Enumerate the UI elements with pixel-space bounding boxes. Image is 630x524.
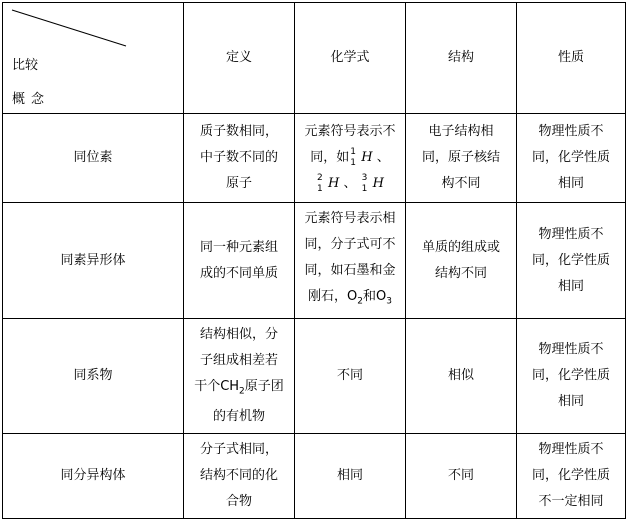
header-property: 性质 xyxy=(557,50,584,65)
cell-property: 物理性质不 同，化学性质 相同 xyxy=(531,124,610,191)
grid-line xyxy=(2,518,626,519)
grid-line xyxy=(625,2,626,519)
header-structure: 结构 xyxy=(447,50,474,65)
corner-label-concept: 概念 xyxy=(12,92,51,107)
cell-definition: 质子数相同， 中子数不同的 原子 xyxy=(199,124,278,191)
cell-definition: 分子式相同， 结构不同的化 合物 xyxy=(199,442,278,509)
row-name-isotope: 同位素 xyxy=(73,150,113,165)
cell-formula: 元素符号表示相 同，分子式可不 同，如石墨和金 刚石，$O_2$和$O_3$ xyxy=(304,211,396,307)
cell-formula: 元素符号表示不 同，如 1 1 H 、 2 1 H 、 3 1 H xyxy=(304,124,396,194)
cell-structure: 电子结构相 同，原子核结 构不同 xyxy=(421,124,500,191)
cell-property: 物理性质不 同，化学性质 不一定相同 xyxy=(531,442,610,509)
header-formula: 化学式 xyxy=(330,50,370,65)
corner-label-compare: 比较 xyxy=(12,58,39,73)
row-name-isomer: 同分异构体 xyxy=(60,468,126,483)
cell-structure: 不同 xyxy=(447,468,474,483)
cell-formula: 不同 xyxy=(336,368,363,383)
cell-definition: 同一种元素组 成的不同单质 xyxy=(199,239,278,281)
row-name-homolog: 同系物 xyxy=(73,368,113,383)
cell-structure: 单质的组成或 结构不同 xyxy=(421,239,500,281)
comparison-table xyxy=(2,2,626,519)
cell-property: 物理性质不 同，化学性质 相同 xyxy=(531,342,610,409)
cell-definition: 结构相似，分 子组成相差若 干个$CH_2$原子团 的有机物 xyxy=(194,326,284,425)
cell-structure: 相似 xyxy=(447,368,474,383)
row-name-allotrope: 同素异形体 xyxy=(60,252,126,268)
cell-property: 物理性质不 同，化学性质 相同 xyxy=(531,226,610,294)
header-definition: 定义 xyxy=(225,50,252,65)
cell-formula: 相同 xyxy=(336,468,363,483)
